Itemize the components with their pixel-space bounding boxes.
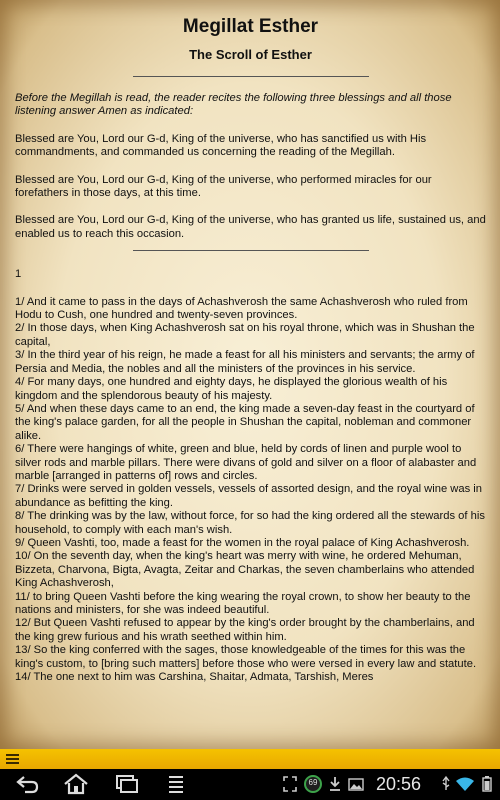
blessing-1: Blessed are You, Lord our G-d, King of the universe, who has sanctified us with His commandments, and commanded us concerning the reading of the Megillah. (15, 132, 427, 159)
blessing-3: Blessed are You, Lord our G-d, King of the universe, who has granted us life, sustained us, and enabled us to reach this occasion. (15, 214, 486, 240)
verse: 7/ Drinks were served in golden vessels, vessels of assorted design, and the royal wine was in abundance as befitting the king. (15, 483, 483, 509)
image-icon (348, 775, 364, 795)
blessings-divider (133, 250, 369, 251)
back-arrow-icon[interactable] (13, 773, 43, 795)
verse: 13/ So the king conferred with the sages, those knowledgeable of the times for this was the king's custom, to [bring such matters] before those who were versed in every law and statute. (15, 644, 477, 670)
hamburger-icon[interactable] (6, 754, 19, 764)
blessing-2: Blessed are You, Lord our G-d, King of the universe, who performed miracles for our forefathers in those days, at this time. (15, 173, 432, 200)
reader-content (15, 0, 486, 684)
battery-icon (480, 775, 494, 795)
verse: 14/ The one next to him was Carshina, Shaitar, Admata, Tarshish, Meres (15, 671, 374, 684)
verse: 8/ The drinking was by the law, without force, for so had the king ordered all the stewards of his household, to comply with each man's wish. (15, 510, 485, 536)
download-icon (328, 775, 342, 795)
verse: 12/ But Queen Vashti refused to appear by the king's order brought by the chamberlains, and the king grew furious and his wrath seethed within him. (15, 617, 475, 643)
verse: 11/ to bring Queen Vashti before the king wearing the royal crown, to show her beauty to the nations and ministers, for she was indeed beautiful. (15, 590, 471, 616)
verse: 6/ There were hangings of white, green and blue, held by cords of linen and purple wool to silver rods and marble pillars. There were divans of gold and silver on a floor of alabaster and marble [arranged in patterns of] rows and circles. (15, 443, 477, 482)
battery-saver-value: 69 (308, 778, 318, 787)
chapter-number: 1 (15, 268, 22, 281)
screen-expand-icon (282, 775, 298, 795)
verse-list (15, 296, 486, 685)
system-navigation-bar (0, 769, 500, 800)
battery-saver-icon (304, 775, 322, 795)
menu-lines-icon[interactable] (161, 773, 191, 795)
page-subtitle: The Scroll of Esther (189, 47, 312, 62)
recent-apps-icon[interactable] (112, 773, 142, 795)
title-divider (133, 76, 369, 77)
verse: 1/ And it came to pass in the days of Achashverosh the same Achashverosh who ruled from Hodu to Cush, one hundred and twenty-seven provinces. (15, 295, 468, 322)
verse: 9/ Queen Vashti, too, made a feast for the women in the royal palace of King Achashverosh. (15, 536, 470, 549)
verse: 2/ In those days, when King Achashverosh sat on his royal throne, which was in Shushan the capital, (15, 322, 475, 348)
verse: 5/ And when these days came to an end, the king made a seven-day feast in the courtyard of the king's palace garden, for all the people in Shushan the capital, nobleman and commoner alike. (15, 402, 475, 442)
page-title: Megillat Esther (182, 16, 319, 37)
usb-icon (441, 775, 451, 795)
wifi-icon (455, 775, 475, 795)
verse: 4/ For many days, one hundred and eighty days, he displayed the glorious wealth of his kingdom and the splendorous beauty of his majesty. (15, 376, 448, 402)
app-menu-bar (0, 749, 500, 769)
verse: 3/ In the third year of his reign, he made a feast for all his ministers and servants; the army of Persia and Media, the nobles and all the ministers of the provinces in his service. (15, 349, 475, 375)
clock-time: 20:56 (376, 774, 422, 794)
intro-text: Before the Megillah is read, the reader recites the following three blessings and all those listening answer Amen as indicated: (15, 92, 452, 118)
home-icon[interactable] (61, 773, 91, 795)
verse: 10/ On the seventh day, when the king's heart was merry with wine, he ordered Mehuman, Bizzeta, Charvona, Bigta, Avagta, Zeitar and Charkas, the seven chamberlains who attended King Achashverosh, (15, 550, 475, 590)
